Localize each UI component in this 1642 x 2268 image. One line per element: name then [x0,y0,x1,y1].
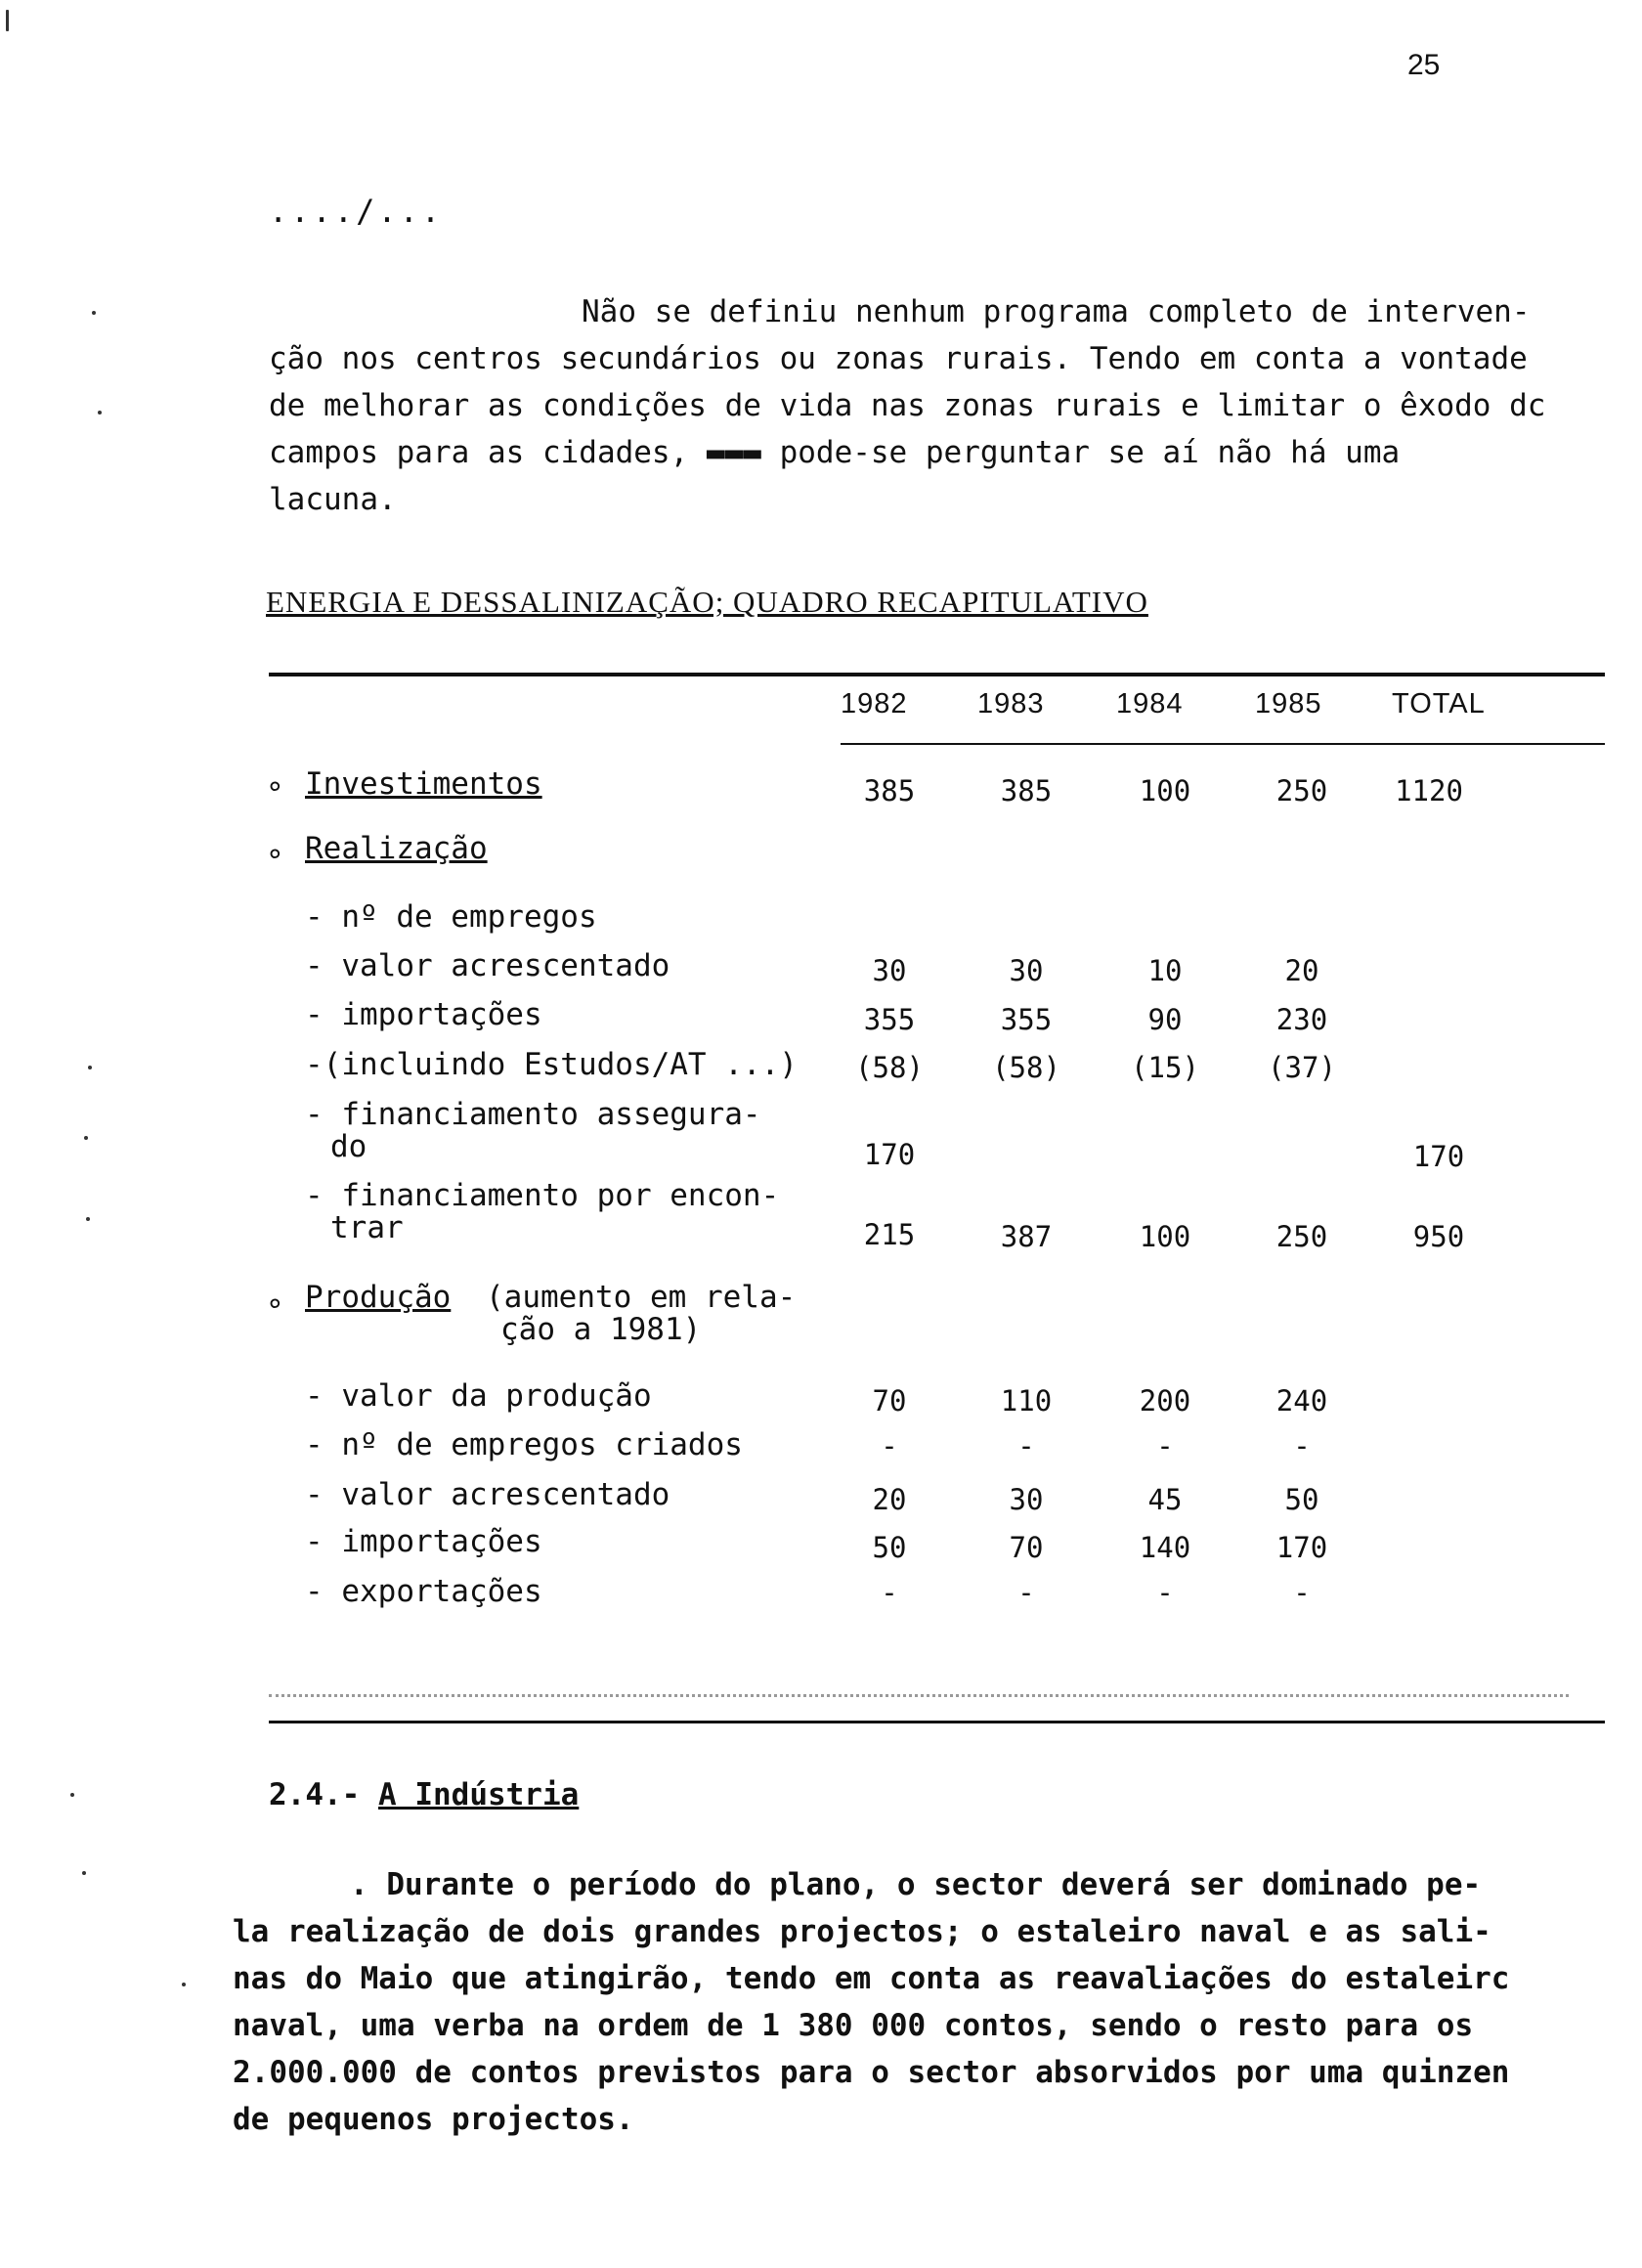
cell-value: 45 [1147,1483,1183,1516]
row-label-suffix-continuation: ção a 1981) [500,1312,702,1347]
cell-value: 215 [863,1218,916,1251]
scan-speck [86,1217,90,1221]
intro-line: de melhorar as condições de vida nas zonas rurais e limitar o êxodo dc [269,388,1546,423]
industry-line: de pequenos projectos. [233,2102,634,2137]
cell-value: 30 [1009,954,1044,987]
row-label: Produção [305,1280,452,1315]
row-label: -(incluindo Estudos/AT ...) [305,1047,798,1082]
cell-value: 20 [872,1483,907,1516]
intro-line: campos para as cidades, ▬▬▬ pode-se perguntar se aí não há uma [269,435,1401,470]
cell-value: 10 [1147,954,1183,987]
row-label: - valor acrescentado [305,1477,670,1512]
column-header-total: TOTAL [1392,688,1486,720]
section-title: A Indústria [378,1777,580,1812]
table-top-rule [269,673,1605,676]
cell-value: 30 [872,954,907,987]
cell-value: 50 [872,1531,907,1564]
cell-value: - [1156,1576,1174,1609]
scan-speck [182,1983,186,1986]
cell-value: 100 [1139,1220,1191,1253]
cell-value: 240 [1275,1384,1328,1418]
cell-value: - [881,1576,898,1609]
cell-value: 950 [1412,1220,1465,1253]
cell-value: 230 [1275,1003,1328,1036]
cell-value: 70 [872,1384,907,1418]
cell-value: 70 [1009,1531,1044,1564]
scan-speck [88,1066,92,1069]
column-header-1983: 1983 [977,688,1045,720]
row-label-continuation: trar [330,1210,404,1245]
header-rule [841,743,1605,745]
row-label: - valor da produção [305,1378,652,1414]
bullet: ∘ [266,836,284,871]
row-label: - valor acrescentado [305,948,670,983]
industry-line: 2.000.000 de contos previstos para o sector absorvidos por uma quinzen [233,2055,1510,2090]
intro-line: Não se definiu nenhum programa completo de interven- [582,294,1531,329]
table-bottom-rule [269,1721,1605,1723]
section-number: 2.4.- [269,1777,361,1812]
row-label: Investimentos [305,766,542,802]
scan-speck [98,411,102,414]
cell-value: 140 [1139,1531,1191,1564]
intro-paragraph [269,288,1545,523]
row-label-continuation: do [330,1129,367,1164]
cell-value: 355 [863,1003,916,1036]
row-label: - financiamento por encon- [305,1178,780,1213]
cell-value: 90 [1147,1003,1183,1036]
cell-value: 170 [1412,1140,1465,1173]
continuation-marker: ..../... [269,193,444,230]
page-number: 25 [1407,49,1441,81]
industry-line: nas do Maio que atingirão, tendo em conta as reavaliações do estaleirc [233,1961,1510,1996]
column-header-1984: 1984 [1116,688,1184,720]
cell-value: - [1017,1576,1035,1609]
row-label-suffix: (aumento em rela- [486,1280,797,1315]
section-heading [269,1771,579,1818]
cell-value: 250 [1275,1220,1328,1253]
cell-value: - [1293,1429,1311,1462]
cell-value: 30 [1009,1483,1044,1516]
scan-speck [92,311,96,315]
cell-value: 385 [863,774,916,807]
cell-value: - [1293,1576,1311,1609]
dotted-separator [269,1694,1569,1697]
cell-value: 100 [1139,774,1191,807]
cell-value: 200 [1139,1384,1191,1418]
intro-line: ção nos centros secundários ou zonas rurais. Tendo em conta a vontade [269,341,1528,376]
row-label: - nº de empregos criados [305,1427,743,1462]
cell-value: (15) [1131,1051,1199,1084]
scan-speck [84,1136,88,1140]
industry-line: la realização de dois grandes projectos; o estaleiro naval e as sali- [233,1914,1491,1949]
cell-value: 250 [1275,774,1328,807]
scan-speck [6,10,9,31]
cell-value: (58) [992,1051,1060,1084]
scan-speck [82,1871,86,1875]
bullet: ∘ [266,1286,284,1321]
cell-value: 355 [1000,1003,1053,1036]
cell-value: (58) [855,1051,924,1084]
cell-value: 387 [1000,1220,1053,1253]
cell-value: 170 [863,1138,916,1171]
industry-paragraph [233,1861,1509,2143]
cell-value: 50 [1284,1483,1319,1516]
cell-value: - [1156,1429,1174,1462]
bullet: ∘ [266,768,284,804]
cell-value: - [881,1429,898,1462]
table-title: ENERGIA E DESSALINIZAÇÃO; QUADRO RECAPITULATIVO [266,585,1148,619]
industry-line: . Durante o período do plano, o sector deverá ser dominado pe- [350,1867,1482,1902]
row-label: - exportações [305,1574,542,1609]
cell-value: - [1017,1429,1035,1462]
cell-value: 1120 [1395,774,1463,807]
cell-value: (37) [1268,1051,1336,1084]
industry-line: naval, uma verba na ordem de 1 380 000 contos, sendo o resto para os [233,2008,1474,2043]
cell-value: 385 [1000,774,1053,807]
cell-value: 110 [1000,1384,1053,1418]
cell-value: 170 [1275,1531,1328,1564]
column-header-1985: 1985 [1255,688,1322,720]
row-label: Realização [305,831,488,866]
row-label: - financiamento assegura- [305,1097,761,1132]
intro-line: lacuna. [269,482,397,517]
column-header-1982: 1982 [841,688,908,720]
cell-value: 20 [1284,954,1319,987]
scan-speck [70,1793,74,1797]
row-label: - importações [305,997,542,1032]
row-label: - importações [305,1524,542,1559]
row-label: - nº de empregos [305,899,597,935]
